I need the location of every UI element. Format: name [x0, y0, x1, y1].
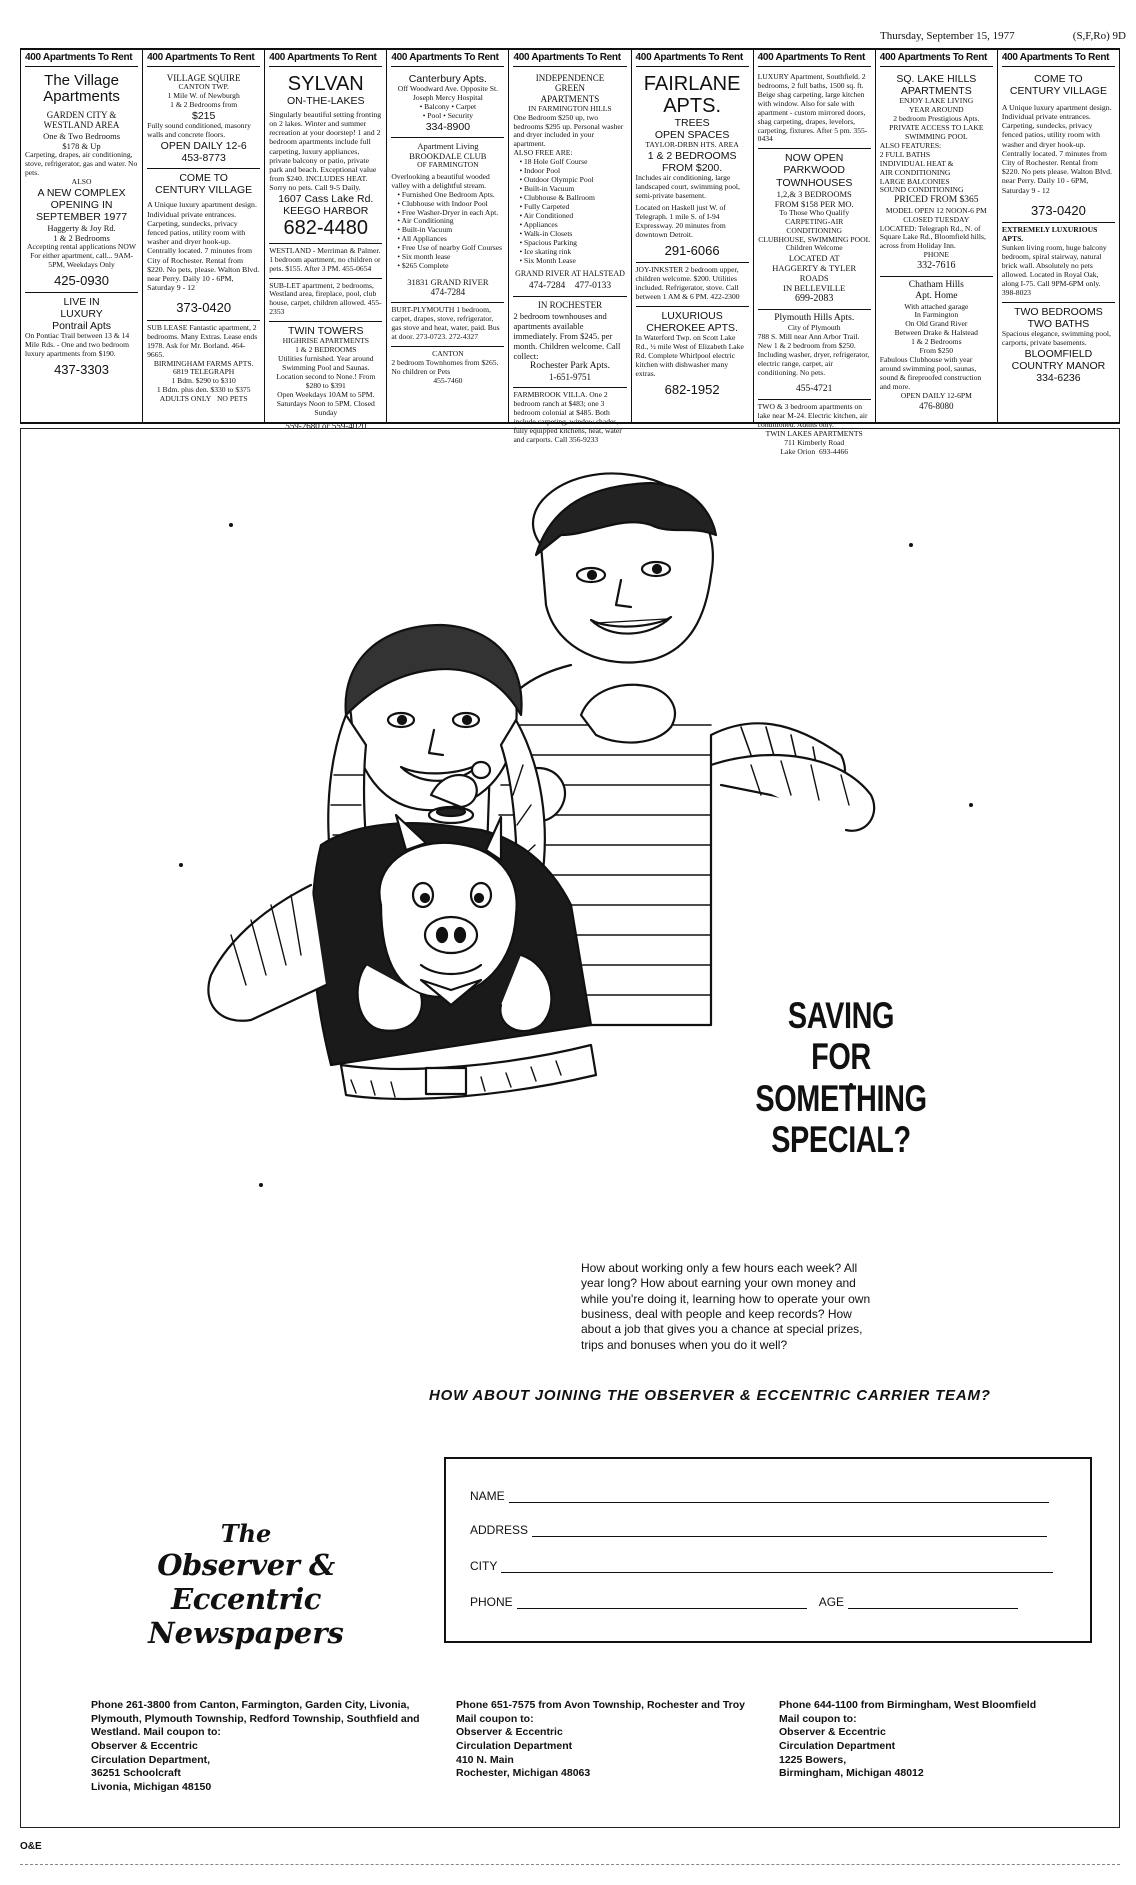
- column-heading: 400 Apartments To Rent: [25, 52, 138, 67]
- carrier-recruitment-ad: [20, 428, 1120, 1828]
- address-label: ADDRESS: [470, 1523, 529, 1537]
- mail-info-birmingham: Phone 644-1100 from Birmingham, West Bloomfield Mail coupon to: Observer & Eccentric Circulation Department 1225 Bowers, Birmingham, Michigan 48012: [779, 1699, 1037, 1780]
- ad-fairlane-apts: FAIRLANE APTS. TREES OPEN SPACES TAYLOR-DRBN HTS. AREA 1 & 2 BEDROOMS FROM $200. Includes air conditioning, large landscaped court, swimming pool, semi-private basement. Located on Haskell just W. of Telegraph. 1 mile S. of I-94 Expressway. 20 minutes from downtown Detroit. 291-6066: [636, 70, 749, 263]
- ad-independence-green: INDEPENDENCE GREEN APARTMENTS IN FARMINGTON HILLS One Bedroom $250 up, two bedrooms $295 up. Personal washer and dryer included in your apartment. ALSO FREE ARE: • 18 Hole Golf Course • Indoor Pool • Outdoor Olympic Pool • Built-in Vacuum • Clubhouse & Ballroom • Fully Carpeted • Air Conditioned • Appliances • Walk-in Closets • Spacious Parking • Ice skating rink • Six Month Lease GRAND RIVER AT HALSTEAD 474-7284 477-0133: [513, 70, 626, 298]
- column-heading: 400 Apartments To Rent: [880, 52, 993, 67]
- ad-pontrail-apts: LIVE IN LUXURY Pontrail Apts On Pontiac Trail between 13 & 14 Mile Rds. - One and two bedroom luxury apartments from $190. 437-3303: [25, 293, 138, 381]
- ad-century-village: COME TO CENTURY VILLAGE A Unique luxury apartment design. Individual private entrances. Carpeting, sundecks, privacy fenced patios, utility room with washer and dryer hook-up. Centrally located. 7 minutes from City of Rochester. Rental from $220. No pets, please. Walton Blvd. near Perry. Daily 10 - 6PM, Saturday 9 - 12 373-0420: [147, 169, 260, 320]
- classified-column-3: [264, 50, 386, 431]
- ad-headline: SAVING FOR SOMETHING SPECIAL?: [755, 995, 927, 1161]
- classified-column-5: [508, 50, 630, 444]
- ad-phone: 699-2083: [795, 293, 834, 305]
- ad-phone: 476-8080: [919, 401, 954, 412]
- ad-sub-let: SUB-LET apartment, 2 bedrooms, Westland area, fireplace, pool, club house, carpet, children allowed. 455-2353: [269, 279, 382, 323]
- footer-rule: [20, 1864, 1120, 1865]
- ad-call-to-action: HOW ABOUT JOINING THE OBSERVER & ECCENTRIC CARRIER TEAM?: [429, 1387, 991, 1404]
- ad-twin-lakes: TWO & 3 bedroom apartments on lake near M-24. Electric kitchen, air conditioned. Adults only. TWIN LAKES APARTMENTS 711 Kimberly Road Lake Orion 693-4466: [757, 402, 868, 457]
- ad-pitch-text: How about working only a few hours each week? All year long? How about earning your own money and while you're doing it, learning how to operate your own business, deal with people and keep records? How about a job that gives you a chance at special prizes, trips and bonuses when you do it well?: [581, 1261, 871, 1352]
- ad-westland: WESTLAND - Merriman & Palmer. 1 bedroom apartment, no children or pets. $155. After 3 PM. 455-0654: [269, 244, 382, 279]
- ad-phone: 474-7284: [528, 281, 566, 292]
- coupon-address-field[interactable]: [470, 1523, 1047, 1537]
- age-input-line[interactable]: [848, 1597, 1018, 1609]
- carrier-application-coupon: [444, 1457, 1092, 1643]
- ad-twin-towers: TWIN TOWERS HIGHRISE APARTMENTS 1 & 2 BEDROOMS Utilities furnished. Year around Swimming Pool and Saunas. Location second to None.! From $280 to $391 Open Weekdays 10AM to 5PM. Saturdays Noon to 5PM. Closed Sunday 559-2680 or 559-4020: [269, 322, 382, 435]
- column-heading: 400 Apartments To Rent: [147, 52, 260, 67]
- ad-phone: 455-4721: [796, 384, 833, 395]
- name-input-line[interactable]: [509, 1491, 1049, 1503]
- ad-village-squire: VILLAGE SQUIRE CANTON TWP. 1 Mile W. of Newburgh 1 & 2 Bedrooms from $215 Fully sound conditioned, masonry walls and concrete floors. OPEN DAILY 12-6 453-8773: [147, 70, 260, 170]
- classified-column-6: [631, 50, 753, 422]
- name-label: NAME: [470, 1489, 505, 1503]
- ad-phone: 559-2680 or 559-4020: [285, 420, 367, 431]
- classified-column-1: [20, 50, 142, 422]
- ad-phone: 682-4480: [283, 216, 369, 239]
- ad-sq-lake-hills: SQ. LAKE HILLS APARTMENTS ENJOY LAKE LIVING YEAR AROUND 2 bedroom Prestigious Apts. PRIVATE ACCESS TO LAKE SWIMMING POOL ALSO FEATURES: 2 FULL BATHS INDIVIDUAL HEAT & AIR CONDITIONING LARGE BALCONIES SOUND CONDITIONING PRICED FROM $365 MODEL OPEN 12 NOON-6 PM CLOSED TUESDAY LOCATED: Telegraph Rd., N. of Square Lake Rd., Bloomfield hills, across from Holiday Inn. PHONE 332-7616: [880, 70, 993, 277]
- ad-phone: 474-7284: [430, 287, 466, 298]
- column-heading: 400 Apartments To Rent: [269, 52, 382, 67]
- ad-farmbrook-villa: FARMBROOK VILLA. One 2 bedroom ranch at $483; one 3 bedroom colonial at $485. Both include carpeting, window shades, fully equipped kitchens, heat, water and carports. Call 356-9233: [513, 389, 622, 444]
- footer-tag: O&E: [20, 1841, 42, 1852]
- city-label: CITY: [470, 1559, 498, 1573]
- ad-village-apartments: The Village Apartments GARDEN CITY & WESTLAND AREA One & Two Bedrooms $178 & Up Carpeting, drapes, air conditioning, stove, refrigerator, gas and water. No pets. ALSO A NEW COMPLEX OPENING IN SEPTEMBER 1977 Haggerty & Joy Rd. 1 & 2 Bedrooms Accepting rental applications NOW For either apartment, call... 9AM-5PM, Weekdays Only 425-0930: [25, 70, 138, 293]
- ad-plymouth-hills: Plymouth Hills Apts. City of Plymouth 788 S. Mill near Ann Arbor Trail. New 1 & 2 bedroom from $250. Including washer, dryer, refrigerator, electric range, carpet, air conditioning. No pets. 455-4721: [758, 310, 871, 400]
- ad-cherokee-apts: LUXURIOUS CHEROKEE APTS. In Waterford Twp. on Scott Lake Rd., ½ mile West of Elizabeth Lake Rd. Complete Whirlpool electric kitchen with dishwasher many extras. 682-1952: [636, 307, 749, 401]
- ad-phone: 334-6236: [1036, 371, 1081, 384]
- ad-rochester-park: IN ROCHESTER 2 bedroom townhouses and apartments available immediately. From $245. per month. Children welcome. Call collect: Rochester Park Apts. 1-651-9751: [513, 297, 626, 388]
- ad-brookdale-club: Apartment Living BROOKDALE CLUB OF FARMINGTON Overlooking a beautiful wooded valley with a delightful stream. • Furnished One Bedroom Apts. • Clubhouse with Indoor Pool • Free Washer-Dryer in each Apt. • Air Conditioning • Built-in Vacuum • All Appliances • Free Use of nearby Golf Courses • Six month lease • $265 Complete 31831 GRAND RIVER 474-7284: [391, 138, 504, 303]
- coupon-name-field[interactable]: [470, 1489, 1049, 1503]
- classifieds-section: [20, 48, 1120, 457]
- classified-column-9: [997, 50, 1120, 422]
- classified-column-2: [142, 50, 264, 422]
- city-input-line[interactable]: [501, 1561, 1053, 1573]
- ad-luxury-southfield: LUXURY Apartment, Southfield. 2 bedrooms, 2 full baths, 1500 sq. ft. Beige shag carpeting, large kitchen with window. Also for sale with apartment - custom mirrored doors, shag carpeting, drapes, levelors, carpeting, fixtures. After 5 pm. 355-0434: [758, 70, 871, 150]
- coupon-city-field[interactable]: [470, 1559, 1053, 1573]
- mail-info-rochester: Phone 651-7575 from Avon Township, Rochester and Troy Mail coupon to: Observer & Eccentric Circulation Department 410 N. Main Rochester, Michigan 48063: [456, 1699, 746, 1780]
- ad-parkwood-townhouses: NOW OPEN PARKWOOD TOWNHOUSES 1,2,& 3 BEDROOMS FROM $158 PER MO. To Those Who Qualify CARPETING-AIR CONDITIONING CLUBHOUSE, SWIMMING POOL Children Welcome LOCATED AT HAGGERTY & TYLER ROADS IN BELLEVILLE 699-2083: [758, 149, 871, 310]
- ad-chatham-hills: Chatham Hills Apt. Home With attached garage In Farmington On Old Grand River Between Drake & Halstead 1 & 2 Bedrooms From $250 Fabulous Clubhouse with year around swimming pool, saunas, sound & fireproofed construction and more. OPEN DAILY 12-6PM 476-8080: [880, 277, 993, 416]
- phone-input-line[interactable]: [517, 1597, 807, 1609]
- ad-extremely-luxurious: EXTREMELY LUXURIOUS APTS. Sunken living room, huge balcony bedroom, spiral stairway, natural brick wall. Absolutely no pets allowed. Located in Royal Oak, along I-75. Call 9PM-6PM only. 398-8023: [1002, 223, 1115, 303]
- ad-burt-plymouth: BURT-PLYMOUTH 1 bedroom, carpet, drapes, stove, refrigerator, gas stove and heat, water, paid. Bus at door. 273-0723. 272-4327: [391, 303, 504, 347]
- ad-century-village-2: COME TO CENTURY VILLAGE A Unique luxury apartment design. Individual private entrances. Carpeting, sundecks, privacy fenced patios, utility room with washer and dryer hook-up. Centrally located. 7 minutes from City of Rochester. Rental from $220. No pets please. Walton Blvd. near Perry. Daily 10 - 6PM, Saturday 9 - 12 373-0420: [1002, 70, 1115, 223]
- classified-column-4: [386, 50, 508, 422]
- ad-phone: 334-8900: [425, 120, 471, 133]
- column-heading: 400 Apartments To Rent: [758, 52, 871, 67]
- ad-phone: 291-6066: [664, 242, 720, 258]
- coupon-phone-field[interactable]: [470, 1595, 1018, 1609]
- ad-phone: 373-0420: [176, 300, 232, 316]
- age-label: AGE: [818, 1595, 845, 1609]
- ad-canterbury-apts: Canterbury Apts. Off Woodward Ave. Opposite St. Joseph Mercy Hospital • Balcony • Carpet • Pool • Security 334-8900: [391, 70, 504, 138]
- column-heading: 400 Apartments To Rent: [391, 52, 504, 67]
- ad-bloomfield-country-manor: TWO BEDROOMS TWO BATHS Spacious elegance, swimming pool, carports, private basements. BLOOMFIELD COUNTRY MANOR 334-6236: [1002, 303, 1115, 388]
- ad-phone: 437-3303: [54, 362, 110, 378]
- issue-date: Thursday, September 15, 1977: [880, 30, 1015, 42]
- observer-eccentric-masthead: The Observer & Eccentric Newspapers: [148, 1519, 344, 1650]
- column-heading: 400 Apartments To Rent: [636, 52, 749, 67]
- classified-column-7: [753, 50, 875, 457]
- ad-phone: 477-0133: [574, 281, 612, 292]
- ad-phone: 373-0420: [1030, 202, 1086, 218]
- mail-info-livonia: Phone 261-3800 from Canton, Farmington, Garden City, Livonia, Plymouth, Plymouth Township, Redford Township, Southfield and Westland. Mail coupon to: Observer & Eccentric Circulation Department, 36251 Schoolcraft Livonia, Michigan 48150: [91, 1699, 420, 1793]
- page-folio: (S,F,Ro) 9D: [1072, 30, 1126, 42]
- phone-label: PHONE: [470, 1595, 513, 1609]
- page-header: [0, 26, 1136, 46]
- ad-canton-townhomes: CANTON 2 bedroom Townhomes from $265. No children or Pets 455-7460: [391, 348, 499, 385]
- ad-phone: 1-651-9751: [548, 372, 591, 383]
- address-input-line[interactable]: [532, 1525, 1047, 1537]
- column-heading: 400 Apartments To Rent: [513, 52, 626, 67]
- ad-phone: 332-7616: [917, 260, 956, 272]
- ad-sylvan-on-the-lakes: SYLVAN ON-THE-LAKES Singularly beautiful setting fronting on 2 lakes. Winter and summer recreation at your doorstep! 1 and 2 bedroom apartments include full carpeting, luxury appliances, private balcony or patio, private park and beach. Exceptional value from $240. INCLUDES HEAT. Sorry no pets. Call 9-5 Daily. 1607 Cass Lake Rd. KEEGO HARBOR 682-4480: [269, 70, 382, 244]
- ad-phone: 425-0930: [54, 272, 110, 288]
- ad-joy-inkster: JOY-INKSTER 2 bedroom upper, children welcome. $200. Utilities included. Refrigerator, stove. Call between 1 AM & 6 PM. 422-2300: [636, 263, 749, 307]
- classified-column-8: [875, 50, 997, 422]
- ad-birmingham-farms: SUB LEASE Fantastic apartment, 2 bedrooms. Many Extras. Lease ends 1978. Ask for Mr. Borland. 464-9665. BIRMINGHAM FARMS APTS. 6819 TELEGRAPH 1 Bdm. $290 to $310 1 Bdm. plus den. $330 to $375 ADULTS ONLY NO PETS: [147, 322, 258, 404]
- column-heading: 400 Apartments To Rent: [1002, 52, 1115, 67]
- ad-phone: 682-1952: [664, 381, 720, 397]
- ad-phone: 453-8773: [181, 152, 226, 165]
